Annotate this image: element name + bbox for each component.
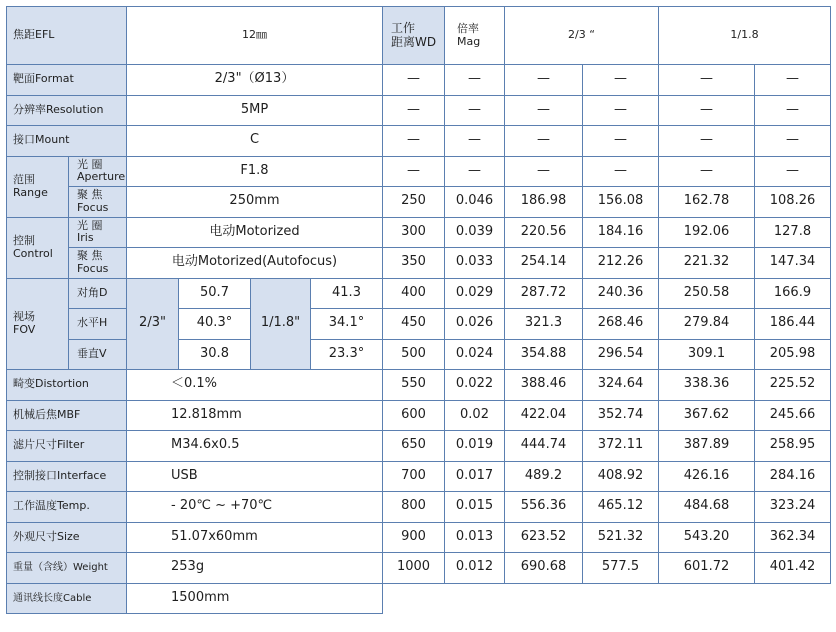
dash-cell: —	[755, 126, 831, 157]
fov-cell: 387.89	[659, 431, 755, 462]
fov-cell: 408.92	[583, 461, 659, 492]
fov-cell: 287.72	[505, 278, 583, 309]
fov-cell: 321.3	[505, 309, 583, 340]
diagonal-label: 对角D	[69, 278, 127, 309]
row-format	[7, 65, 831, 96]
wd-cell: 350	[383, 248, 445, 279]
row-interface	[7, 461, 831, 492]
sensor-a-header: 2/3 “	[505, 7, 659, 65]
aperture-value: F1.8	[127, 156, 383, 187]
fov-cell: 401.42	[755, 553, 831, 584]
dash-cell: —	[505, 156, 583, 187]
dash-cell: —	[583, 126, 659, 157]
row-size	[7, 522, 831, 553]
mag-cell: 0.039	[445, 217, 505, 248]
efl-value: 12㎜	[127, 7, 383, 65]
row-cable	[7, 583, 831, 614]
fov-sensor-b: 1/1.8"	[251, 278, 311, 370]
row-mount	[7, 126, 831, 157]
focus-label: 聚 焦 Focus	[69, 187, 127, 218]
row-distortion	[7, 370, 831, 401]
row-filter	[7, 431, 831, 462]
fov-cell: 279.84	[659, 309, 755, 340]
fov-cell: 577.5	[583, 553, 659, 584]
mag-cell: 0.013	[445, 522, 505, 553]
fov-cell: 254.14	[505, 248, 583, 279]
dash-cell: —	[445, 95, 505, 126]
fov-cell: 284.16	[755, 461, 831, 492]
fov-cell: 388.46	[505, 370, 583, 401]
interface-label: 控制接口Interface	[7, 461, 127, 492]
fov-cell: 465.12	[583, 492, 659, 523]
dash-cell: —	[505, 126, 583, 157]
fov-cell: 372.11	[583, 431, 659, 462]
fov-cell: 690.68	[505, 553, 583, 584]
efl-label: 焦距EFL	[7, 7, 127, 65]
aperture-label: 光 圈 Aperture	[69, 156, 127, 187]
row-weight	[7, 553, 831, 584]
mbf-label: 机械后焦MBF	[7, 400, 127, 431]
mbf-value: 12.818mm	[127, 400, 383, 431]
wd-cell: 500	[383, 339, 445, 370]
fov-cell: 156.08	[583, 187, 659, 218]
wd-cell: 250	[383, 187, 445, 218]
fov-cell: 444.74	[505, 431, 583, 462]
mag-cell: 0.046	[445, 187, 505, 218]
weight-value: 253g	[127, 553, 383, 584]
dash-cell: —	[445, 126, 505, 157]
fov-cell: 338.36	[659, 370, 755, 401]
mag-cell: 0.02	[445, 400, 505, 431]
row-resolution	[7, 95, 831, 126]
mount-label: 接口Mount	[7, 126, 127, 157]
weight-label: 重量（含线）Weight	[7, 553, 127, 584]
wd-cell: 300	[383, 217, 445, 248]
focus-value: 250mm	[127, 187, 383, 218]
fov-cell: 221.32	[659, 248, 755, 279]
mag-header: 倍率 Mag	[445, 7, 505, 65]
row-mbf	[7, 400, 831, 431]
resolution-value: 5MP	[127, 95, 383, 126]
iris-value: 电动Motorized	[127, 217, 383, 248]
mag-cell: 0.029	[445, 278, 505, 309]
fov-cell: 623.52	[505, 522, 583, 553]
fov-cell: 309.1	[659, 339, 755, 370]
dash-cell: —	[383, 156, 445, 187]
header-row	[7, 7, 831, 65]
mag-cell: 0.026	[445, 309, 505, 340]
horizontal-label: 水平H	[69, 309, 127, 340]
fov-cell: 601.72	[659, 553, 755, 584]
control-focus-value: 电动Motorized(Autofocus)	[127, 248, 383, 279]
fov-cell: 186.44	[755, 309, 831, 340]
dash-cell: —	[659, 95, 755, 126]
wd-cell: 1000	[383, 553, 445, 584]
row-aperture	[7, 156, 831, 187]
distortion-value: ＜0.1%	[127, 370, 383, 401]
cable-value: 1500mm	[127, 583, 383, 614]
control-focus-label: 聚 焦 Focus	[69, 248, 127, 279]
fov-cell: 192.06	[659, 217, 755, 248]
resolution-label: 分辨率Resolution	[7, 95, 127, 126]
size-label: 外观尺寸Size	[7, 522, 127, 553]
row-temperature	[7, 492, 831, 523]
fov-cell: 212.26	[583, 248, 659, 279]
mag-cell: 0.019	[445, 431, 505, 462]
fov-a-horizontal: 40.3°	[179, 309, 251, 340]
wd-cell: 550	[383, 370, 445, 401]
fov-cell: 166.9	[755, 278, 831, 309]
dash-cell: —	[755, 95, 831, 126]
temperature-value: - 20℃ ~ +70℃	[127, 492, 383, 523]
mag-cell: 0.017	[445, 461, 505, 492]
fov-b-horizontal: 34.1°	[311, 309, 383, 340]
dash-cell: —	[505, 65, 583, 96]
fov-cell: 324.64	[583, 370, 659, 401]
fov-cell: 240.36	[583, 278, 659, 309]
fov-cell: 367.62	[659, 400, 755, 431]
row-focus	[7, 187, 831, 218]
row-iris	[7, 217, 831, 248]
fov-cell: 258.95	[755, 431, 831, 462]
row-control-focus	[7, 248, 831, 279]
wd-cell: 400	[383, 278, 445, 309]
cable-label: 通讯线长度Cable	[7, 583, 127, 614]
fov-cell: 147.34	[755, 248, 831, 279]
fov-cell: 352.74	[583, 400, 659, 431]
fov-cell: 127.8	[755, 217, 831, 248]
fov-cell: 296.54	[583, 339, 659, 370]
fov-a-diagonal: 50.7	[179, 278, 251, 309]
fov-cell: 489.2	[505, 461, 583, 492]
empty-cell	[383, 583, 831, 614]
fov-cell: 422.04	[505, 400, 583, 431]
vertical-label: 垂直V	[69, 339, 127, 370]
dash-cell: —	[505, 95, 583, 126]
fov-cell: 521.32	[583, 522, 659, 553]
dash-cell: —	[383, 95, 445, 126]
fov-cell: 184.16	[583, 217, 659, 248]
fov-cell: 162.78	[659, 187, 755, 218]
wd-cell: 800	[383, 492, 445, 523]
wd-header: 工作 距离WD	[383, 7, 445, 65]
size-value: 51.07x60mm	[127, 522, 383, 553]
iris-label: 光 圈 Iris	[69, 217, 127, 248]
dash-cell: —	[659, 126, 755, 157]
fov-b-diagonal: 41.3	[311, 278, 383, 309]
mount-value: C	[127, 126, 383, 157]
sensor-b-header: 1/1.8	[659, 7, 831, 65]
dash-cell: —	[383, 126, 445, 157]
fov-cell: 250.58	[659, 278, 755, 309]
dash-cell: —	[445, 156, 505, 187]
fov-cell: 225.52	[755, 370, 831, 401]
filter-label: 滤片尺寸Filter	[7, 431, 127, 462]
dash-cell: —	[445, 65, 505, 96]
mag-cell: 0.012	[445, 553, 505, 584]
interface-value: USB	[127, 461, 383, 492]
wd-cell: 900	[383, 522, 445, 553]
fov-cell: 426.16	[659, 461, 755, 492]
wd-cell: 600	[383, 400, 445, 431]
fov-cell: 354.88	[505, 339, 583, 370]
fov-sensor-a: 2/3"	[127, 278, 179, 370]
fov-label: 视场 FOV	[7, 278, 69, 370]
dash-cell: —	[583, 65, 659, 96]
dash-cell: —	[659, 65, 755, 96]
mag-cell: 0.033	[445, 248, 505, 279]
mag-cell: 0.015	[445, 492, 505, 523]
fov-cell: 205.98	[755, 339, 831, 370]
temperature-label: 工作温度Temp.	[7, 492, 127, 523]
dash-cell: —	[755, 65, 831, 96]
fov-a-vertical: 30.8	[179, 339, 251, 370]
fov-cell: 543.20	[659, 522, 755, 553]
fov-cell: 362.34	[755, 522, 831, 553]
dash-cell: —	[659, 156, 755, 187]
fov-cell: 108.26	[755, 187, 831, 218]
dash-cell: —	[583, 95, 659, 126]
format-label: 靶面Format	[7, 65, 127, 96]
range-label: 范围 Range	[7, 156, 69, 217]
distortion-label: 畸变Distortion	[7, 370, 127, 401]
wd-cell: 650	[383, 431, 445, 462]
dash-cell: —	[383, 65, 445, 96]
mag-cell: 0.022	[445, 370, 505, 401]
control-label: 控制 Control	[7, 217, 69, 278]
fov-b-vertical: 23.3°	[311, 339, 383, 370]
row-fov-diagonal	[7, 278, 831, 309]
fov-cell: 245.66	[755, 400, 831, 431]
fov-cell: 556.36	[505, 492, 583, 523]
mag-cell: 0.024	[445, 339, 505, 370]
format-value: 2/3"（Ø13）	[127, 65, 383, 96]
wd-cell: 450	[383, 309, 445, 340]
fov-cell: 186.98	[505, 187, 583, 218]
fov-cell: 268.46	[583, 309, 659, 340]
dash-cell: —	[583, 156, 659, 187]
fov-cell: 484.68	[659, 492, 755, 523]
fov-cell: 323.24	[755, 492, 831, 523]
lens-spec-table	[6, 6, 831, 614]
wd-cell: 700	[383, 461, 445, 492]
fov-cell: 220.56	[505, 217, 583, 248]
dash-cell: —	[755, 156, 831, 187]
filter-value: M34.6x0.5	[127, 431, 383, 462]
